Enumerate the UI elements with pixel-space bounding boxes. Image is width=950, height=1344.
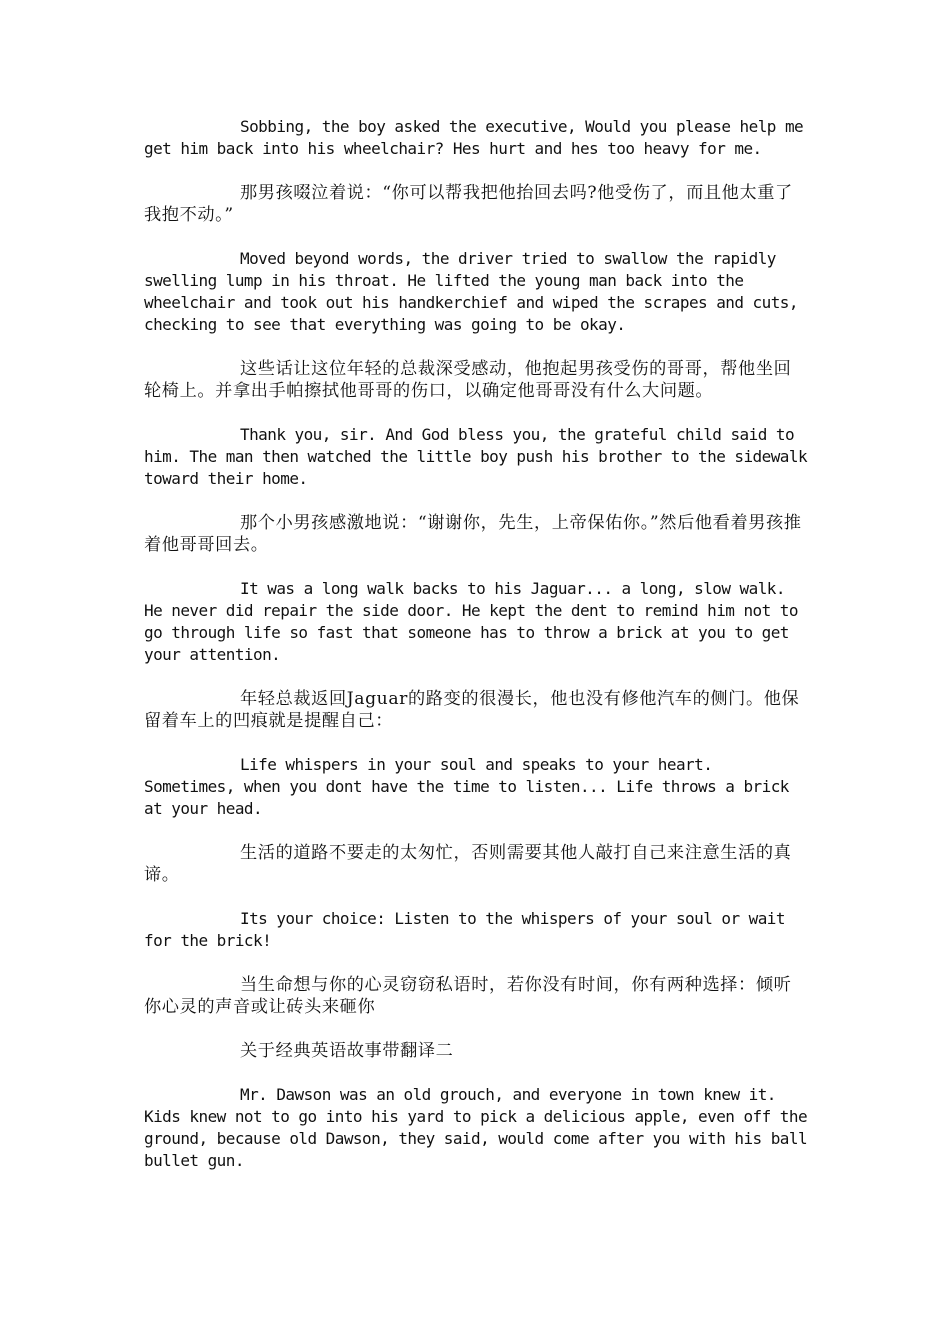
paragraph-en: Mr. Dawson was an old grouch, and everyone in town knew it. Kids knew not to go into his yard to pick a delicious apple, even off the ground, because old Dawson, they said, would come after you with his ball bullet gun.: [144, 1085, 808, 1170]
paragraph-zh: 这些话让这位年轻的总裁深受感动，他抱起男孩受伤的哥哥，帮他坐回轮椅上。并拿出手帕擦拭他哥哥的伤口，以确定他哥哥没有什么大问题。: [144, 359, 792, 401]
paragraph-zh: 年轻总裁返回Jaguar的路变的很漫长，他也没有修他汽车的侧门。他保留着车上的凹痕就是提醒自己：: [144, 689, 800, 731]
paragraph-en: It was a long walk backs to his Jaguar... a long, slow walk. He never did repair the side door. He kept the dent to remind him not to go through life so fast that someone has to throw a brick at you to get your attention.: [144, 579, 798, 664]
paragraph-en: Moved beyond words, the driver tried to swallow the rapidly swelling lump in his throat. He lifted the young man back into the wheelchair and took out his handkerchief and wiped the scrapes and cuts, checking to see that everything was going to be okay.: [144, 249, 798, 334]
section-heading: 关于经典英语故事带翻译二: [240, 1041, 454, 1061]
paragraph-en: Its your choice: Listen to the whispers of your soul or wait for the brick!: [144, 909, 785, 950]
paragraph-en: Sobbing, the boy asked the executive, Would you please help me get him back into his wheelchair? Hes hurt and hes too heavy for me.: [144, 117, 804, 158]
document-body: [144, 116, 808, 1194]
paragraph-zh: 生活的道路不要走的太匆忙，否则需要其他人敲打自己来注意生活的真谛。: [144, 843, 792, 885]
paragraph-en: Thank you, sir. And God bless you, the grateful child said to him. The man then watched the little boy push his brother to the sidewalk toward their home.: [144, 425, 808, 488]
paragraph-zh: 当生命想与你的心灵窃窃私语时，若你没有时间，你有两种选择：倾听你心灵的声音或让砖头来砸你: [144, 975, 792, 1017]
paragraph-zh: 那个小男孩感激地说：“谢谢你，先生，上帝保佑你。”然后他看着男孩推着他哥哥回去。: [144, 513, 802, 555]
paragraph-en: Life whispers in your soul and speaks to your heart. Sometimes, when you dont have the time to listen... Life throws a brick at your head.: [144, 755, 789, 818]
paragraph-zh: 那男孩啜泣着说：“你可以帮我把他抬回去吗?他受伤了，而且他太重了我抱不动。”: [144, 183, 793, 225]
